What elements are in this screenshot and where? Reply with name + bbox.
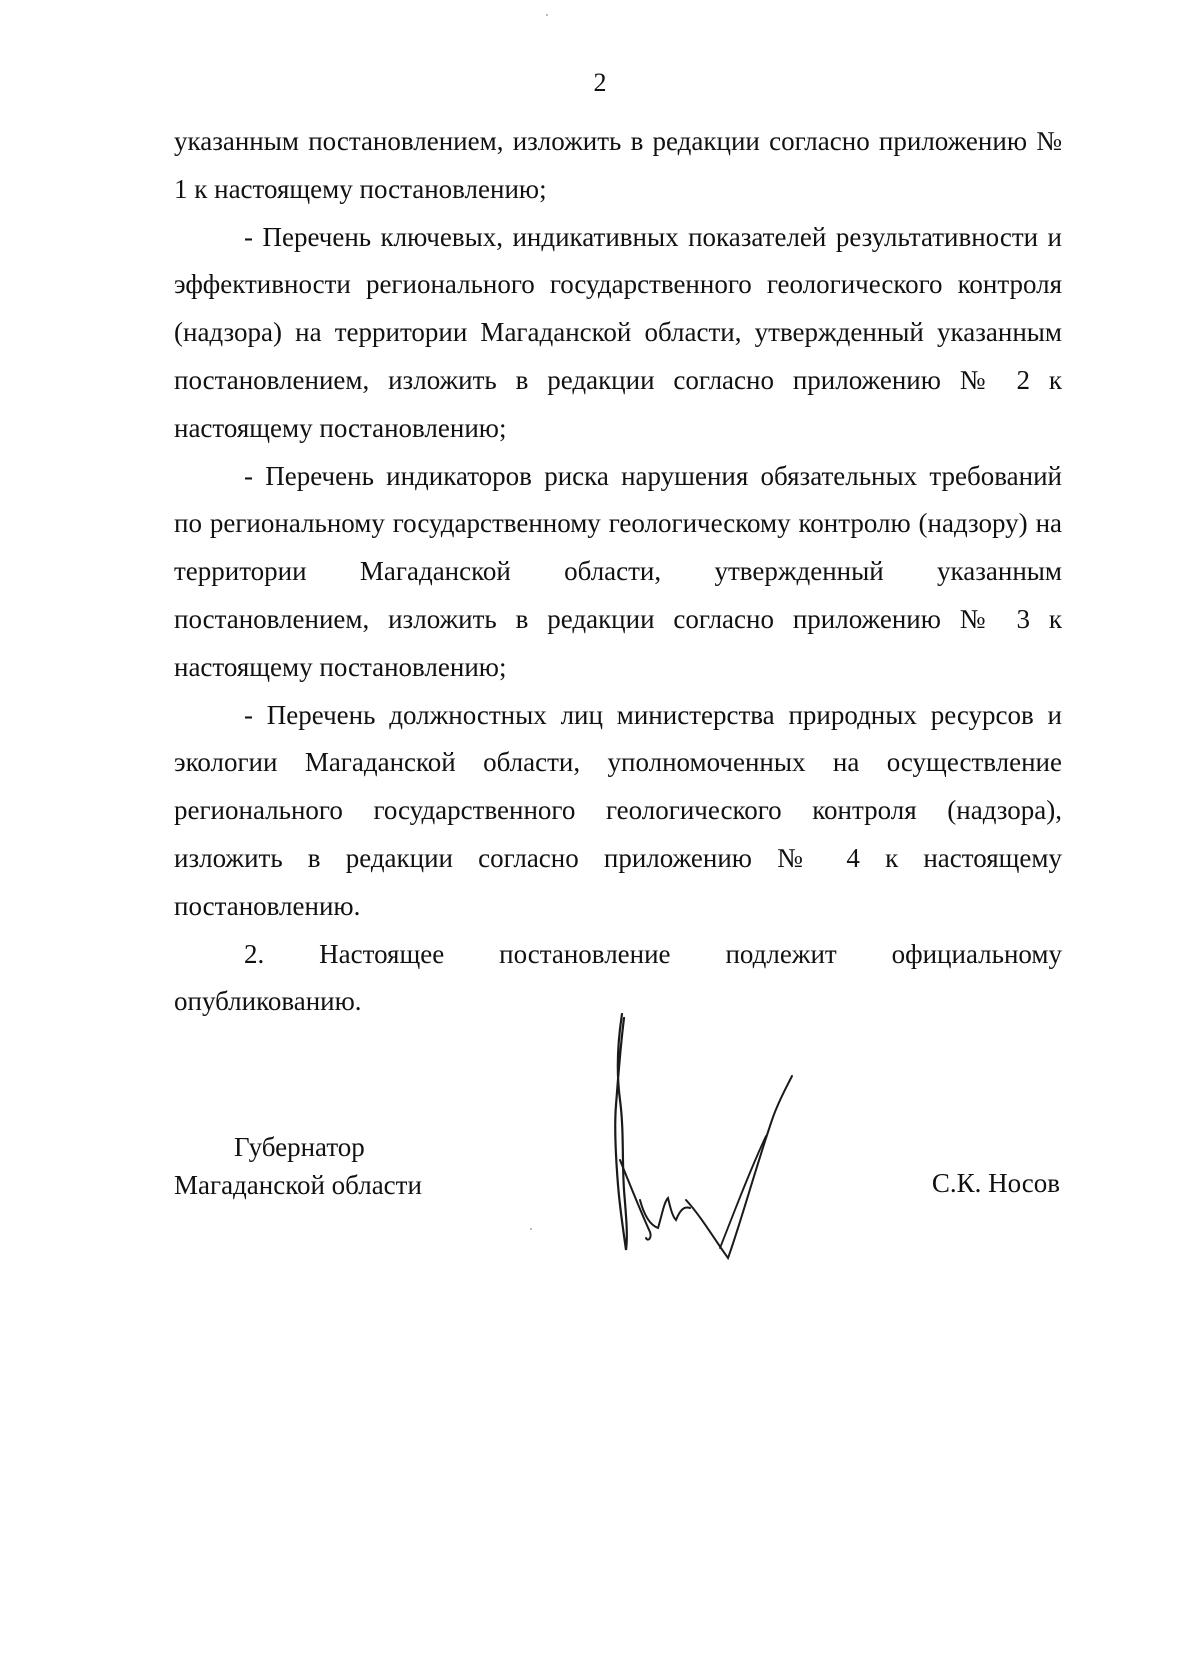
signatory-position-line1: Губернатор xyxy=(234,1132,365,1162)
paragraph-3: - Перечень индикаторов риска нарушения обязательных требований по региональному государственному геологическому контролю (надзору) на территории Магаданской области, утвержденный указанным постановлением, изложить в редакции согласно приложению № 3 к настоящему постановлению; xyxy=(174,460,1062,682)
page-number: 2 xyxy=(593,68,607,97)
paragraph-4: - Перечень должностных лиц министерства природных ресурсов и экологии Магаданской области, уполномоченных на осуществление регионального государственного геологического контроля (надзора), изложить в редакции согласно приложению № 4 к настоящему постановлению. xyxy=(174,699,1062,921)
signatory-name: С.К. Носов xyxy=(931,1168,1060,1198)
scan-speck xyxy=(530,1228,532,1230)
scan-speck xyxy=(546,14,548,16)
paragraph-1: указанным постановлением, изложить в редакции согласно приложению № 1 к настоящему постановлению; xyxy=(174,126,1062,204)
signatory-position xyxy=(174,1128,422,1204)
paragraph-5: 2. Настоящее постановление подлежит официальному опубликованию. xyxy=(174,938,1062,1017)
signatory-position-line2: Магаданской области xyxy=(174,1170,422,1200)
document-body xyxy=(174,118,1062,1026)
handwritten-signature xyxy=(600,1010,800,1280)
paragraph-2: - Перечень ключевых, индикативных показателей результативности и эффективности регионального государственного геологического контроля (надзора) на территории Магаданской области, утвержденный указанным постановлением, изложить в редакции согласно приложению № 2 к настоящему постановлению; xyxy=(174,221,1062,443)
